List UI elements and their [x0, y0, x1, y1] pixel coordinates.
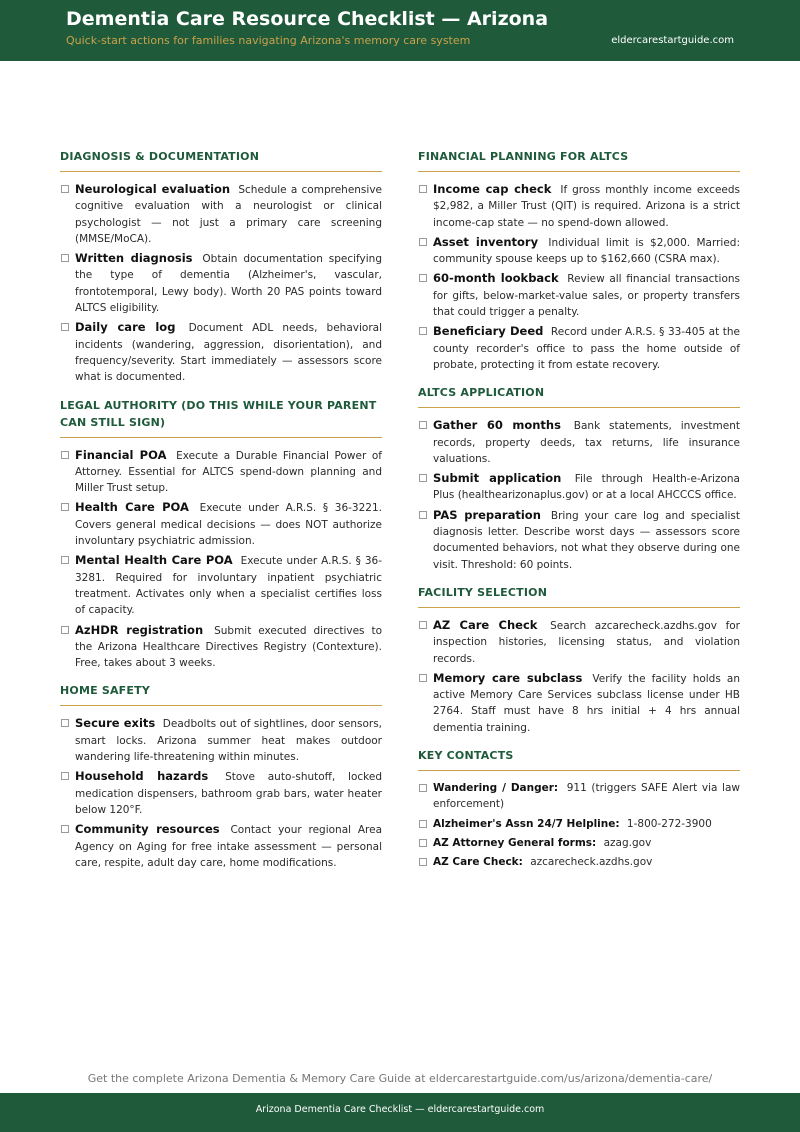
item-text: Execute under A.R.S. § 36-3221. Covers general medical decisions — does NOT authorize involuntary psychiatric admission. — [75, 502, 382, 548]
item-text: Verify the facility holds an active Memory Care Services subclass license under HB 2764. Staff must have 8 hrs initial + 4 hrs annual dementia training. — [433, 672, 740, 734]
contact-label: AZ Attorney General forms: — [433, 836, 597, 849]
item-label: PAS preparation — [433, 507, 541, 522]
item-label: AzHDR registration — [75, 622, 204, 637]
contact-item — [418, 854, 740, 870]
section-key-contacts — [418, 747, 740, 870]
checkbox[interactable] — [61, 254, 69, 262]
item-label: Secure exits — [75, 716, 156, 731]
item-label: Mental Health Care POA — [75, 553, 233, 568]
item-text: If gross monthly income exceeds $2,982, a Miller Trust (QIT) is required. Arizona is a strict income-cap state — no spend-down allowed. — [433, 184, 741, 229]
item-text: Search azcarecheck.azdhs.gov for inspection histories, licensing status, and violation records. — [433, 619, 741, 665]
section-heading: FACILITY SELECTION — [418, 584, 740, 608]
checklist-item — [418, 507, 740, 573]
item-label: Memory care subclass — [433, 670, 583, 685]
section-heading: HOME SAFETY — [60, 682, 382, 706]
section-altcs-application — [418, 384, 740, 573]
checklist-item — [60, 181, 382, 247]
section-heading: ALTCS APPLICATION — [418, 384, 740, 408]
section-heading: KEY CONTACTS — [418, 747, 740, 771]
item-text: Obtain documentation specifying the type of dementia (Alzheimer's, vascular, frontotemporal, Lewy body). Worth 20 PAS points toward ALTCS eligibility. — [75, 253, 382, 315]
contact-label: AZ Care Check: — [433, 856, 523, 869]
item-label: Asset inventory — [433, 234, 539, 249]
contact-item — [418, 816, 740, 832]
checkbox[interactable] — [61, 556, 69, 564]
item-text: Schedule a comprehensive cognitive evaluation with a neurologist or clinical psychologist — not just a primary care screening (MMSE/MoCA). — [75, 184, 382, 245]
item-text: File through Health-e-Arizona Plus (healthearizonaplus.gov) or at a local AHCCCS office. — [433, 473, 740, 502]
item-label: Neurological evaluation — [75, 182, 231, 196]
checkbox[interactable] — [419, 839, 427, 847]
checkbox[interactable] — [61, 323, 69, 331]
right-column — [418, 148, 740, 882]
item-text: Execute a Durable Financial Power of Attorney. Essential for ALTCS spend-down planning and Miller Trust setup. — [75, 449, 382, 495]
checkbox[interactable] — [419, 511, 427, 519]
checklist-item — [60, 768, 382, 818]
section-facility-selection — [418, 584, 740, 736]
item-label: Community resources — [75, 822, 220, 837]
checklist-item — [60, 821, 382, 871]
item-text: Bring your care log and specialist diagnosis letter. Describe worst days — assessors score documented behaviors, not what they observe during one visit. Threshold: 60 points. — [433, 509, 740, 571]
page-subtitle: Quick-start actions for families navigating Arizona's memory care system — [66, 34, 471, 47]
section-legal-authority — [60, 397, 382, 672]
item-label: Household hazards — [75, 769, 209, 784]
contact-value: 1-800-272-3900 — [626, 817, 712, 830]
checklist-item — [418, 181, 740, 231]
checklist-item — [418, 470, 740, 504]
item-text: Record under A.R.S. § 33-405 at the county recorder's office to pass the home outside of probate, protecting it from estate recovery. — [433, 326, 740, 371]
checkbox[interactable] — [419, 421, 427, 429]
section-diagnosis — [60, 148, 382, 386]
checklist-item — [60, 319, 382, 385]
checkbox[interactable] — [61, 772, 69, 780]
contact-item — [418, 835, 740, 851]
page-header — [0, 0, 800, 61]
checkbox[interactable] — [61, 825, 69, 833]
footer-guide-link[interactable]: Get the complete Arizona Dementia & Memory Care Guide at eldercarestartguide.com/us/arizona/dementia-care/ — [87, 1072, 713, 1085]
checklist-item — [60, 447, 382, 497]
page-title: Dementia Care Resource Checklist — Arizona — [66, 8, 549, 30]
checklist-item — [418, 234, 740, 268]
item-text: Document ADL needs, behavioral incidents (wandering, aggression, disorientation), and frequency/severity. Start immediately — assessors score what is documented. — [75, 322, 382, 384]
checkbox[interactable] — [419, 327, 427, 335]
section-heading: FINANCIAL PLANNING FOR ALTCS — [418, 148, 740, 172]
contact-value: azcarecheck.azdhs.gov — [530, 856, 653, 869]
checkbox[interactable] — [419, 674, 427, 682]
contact-label: Alzheimer's Assn 24/7 Helpline: — [433, 817, 620, 830]
checkbox[interactable] — [419, 858, 427, 866]
checkbox[interactable] — [61, 451, 69, 459]
section-financial-planning — [418, 148, 740, 373]
checkbox[interactable] — [61, 503, 69, 511]
item-label: AZ Care Check — [433, 617, 538, 632]
checkbox[interactable] — [61, 719, 69, 727]
item-label: Beneficiary Deed — [433, 324, 544, 339]
checklist-item — [60, 499, 382, 549]
item-label: 60-month lookback — [433, 271, 559, 286]
section-heading: DIAGNOSIS & DOCUMENTATION — [60, 148, 382, 172]
checkbox[interactable] — [419, 474, 427, 482]
checkbox[interactable] — [419, 784, 427, 792]
item-text: Contact your regional Area Agency on Aging for free intake assessment — personal care, respite, adult day care, home modifications. — [75, 824, 383, 869]
item-label: Health Care POA — [75, 500, 189, 515]
checkbox[interactable] — [61, 185, 69, 193]
contact-value: azag.gov — [603, 836, 652, 849]
item-text: Submit executed directives to the Arizona Healthcare Directives Registry (Contexture). Free, takes about 3 weeks. — [75, 624, 382, 670]
checkbox[interactable] — [419, 621, 427, 629]
checkbox[interactable] — [419, 820, 427, 828]
page-footer — [0, 1093, 800, 1132]
checkbox[interactable] — [419, 185, 427, 193]
left-column — [60, 148, 382, 882]
item-text: Deadbolts out of sightlines, door sensors, smart locks. Arizona summer heat makes outdoor wandering life-threatening within minutes. — [75, 718, 383, 764]
checkbox[interactable] — [419, 274, 427, 282]
checkbox[interactable] — [419, 238, 427, 246]
item-text: Bank statements, investment records, property deeds, tax returns, life insurance valuations. — [433, 420, 740, 465]
item-label: Written diagnosis — [75, 251, 193, 266]
checklist-item — [418, 323, 740, 373]
item-label: Gather 60 months — [433, 418, 561, 433]
item-label: Income cap check — [433, 182, 552, 196]
checklist-item — [60, 622, 382, 672]
checklist-item — [418, 670, 740, 736]
checklist-item — [418, 270, 740, 320]
item-label: Daily care log — [75, 320, 176, 335]
footer-text: Arizona Dementia Care Checklist — eldercarestartguide.com — [255, 1104, 545, 1115]
contact-value: 911 (triggers SAFE Alert via law enforcement) — [433, 782, 740, 811]
item-text: Review all financial transactions for gifts, below-market-value sales, or property transfers that could trigger a penalty. — [433, 273, 740, 319]
contact-label: Wandering / Danger: — [433, 782, 559, 795]
item-text: Execute under A.R.S. § 36-3281. Required for involuntary inpatient psychiatric treatment. Activates only when a specialist certifies loss of capacity. — [75, 555, 383, 617]
item-label: Financial POA — [75, 447, 167, 462]
header-site-link[interactable]: eldercarestartguide.com — [611, 35, 734, 46]
section-home-safety — [60, 682, 382, 871]
checklist-item — [60, 552, 382, 618]
item-text: Individual limit is $2,000. Married: community spouse keeps up to $162,660 (CSRA max). — [433, 236, 740, 266]
checklist-item — [60, 715, 382, 765]
item-text: Stove auto-shutoff, locked medication dispensers, bathroom grab bars, water heater below 120°F. — [75, 771, 382, 816]
checklist-item — [418, 617, 740, 667]
checklist-item — [418, 417, 740, 467]
contact-item — [418, 780, 740, 813]
section-heading: LEGAL AUTHORITY (DO THIS WHILE YOUR PARENT CAN STILL SIGN) — [60, 397, 382, 438]
checklist-item — [60, 250, 382, 316]
item-label: Submit application — [433, 471, 562, 486]
checkbox[interactable] — [61, 626, 69, 634]
